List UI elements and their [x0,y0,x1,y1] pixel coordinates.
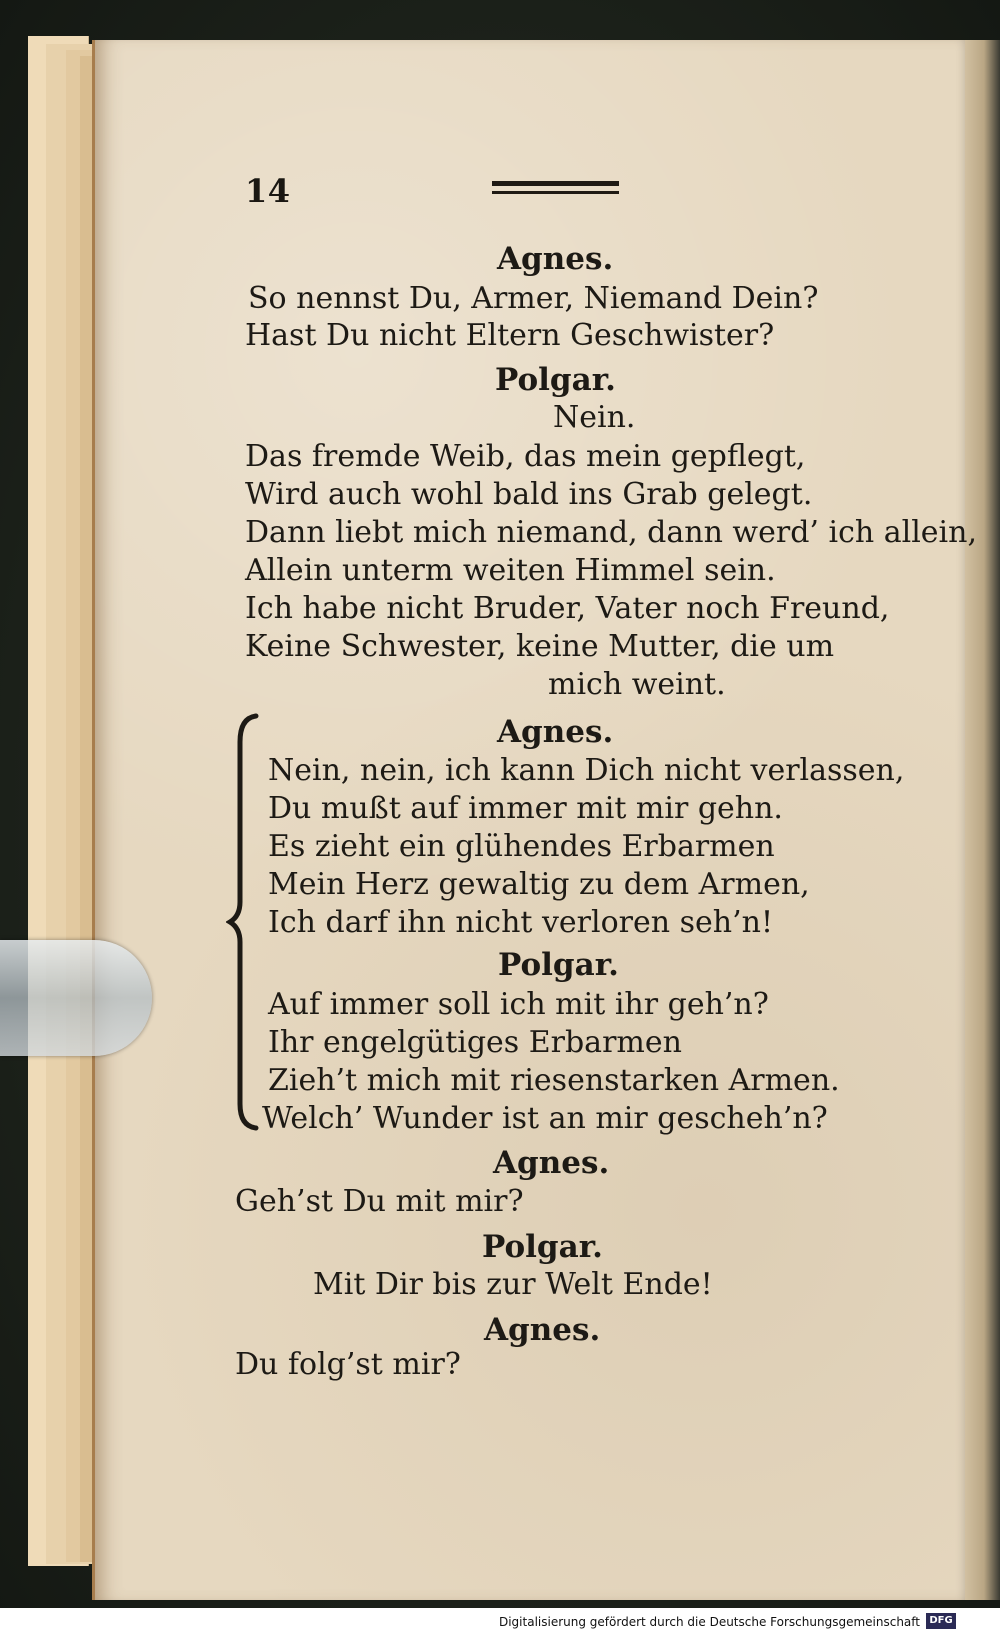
verse-line: Geh’st Du mit mir? [235,1184,524,1219]
right-page-edge [960,40,1000,1600]
verse-line: Welch’ Wunder ist an mir gescheh’n? [262,1101,828,1136]
verse-line: Ihr engelgütiges Erbarmen [268,1025,682,1060]
verse-line: So nennst Du, Armer, Niemand Dein? [248,281,819,316]
speaker-name: Agnes. [497,241,614,277]
verse-line: Mit Dir bis zur Welt Ende! [313,1267,713,1302]
verse-line: Keine Schwester, keine Mutter, die um [245,629,835,664]
verse-line: Nein, nein, ich kann Dich nicht verlassen, [268,753,905,788]
verse-line: Du folg’st mir? [235,1347,461,1382]
duet-brace [226,712,266,1132]
verse-line: Du mußt auf immer mit mir gehn. [268,791,783,826]
page-clip [0,940,152,1056]
dfg-logo: DFG [926,1613,956,1629]
verse-line: Zieh’t mich mit riesenstarken Armen. [268,1063,840,1098]
verse-line: Wird auch wohl bald ins Grab gelegt. [245,477,813,512]
verse-line: Ich habe nicht Bruder, Vater noch Freund, [245,591,890,626]
speaker-name: Agnes. [484,1312,601,1348]
verse-line: Nein. [553,400,636,435]
verse-line: Dann liebt mich niemand, dann werd’ ich allein, [245,515,978,550]
verse-line: Allein unterm weiten Himmel sein. [245,553,776,588]
verse-line: Es zieht ein glühendes Erbarmen [268,829,775,864]
verse-line: Das fremde Weib, das mein gepflegt, [245,439,806,474]
speaker-name: Agnes. [497,714,614,750]
verse-line: Hast Du nicht Eltern Geschwister? [245,318,775,353]
speaker-name: Polgar. [498,947,619,983]
verse-line: Mein Herz gewaltig zu dem Armen, [268,867,810,902]
speaker-name: Agnes. [493,1145,610,1181]
digitization-credit: Digitalisierung gefördert durch die Deutsche Forschungsgemeinschaft [498,1615,920,1629]
speaker-name: Polgar. [482,1229,603,1265]
verse-line: Auf immer soll ich mit ihr geh’n? [268,987,769,1022]
page-number: 14 [245,172,291,210]
speaker-name: Polgar. [495,362,616,398]
verse-line: mich weint. [548,667,726,702]
ornament-bar-thin [492,191,619,194]
verse-line: Ich darf ihn nicht verloren seh’n! [268,905,774,940]
header-ornament-rule [492,181,619,197]
ornament-bar-thick [492,181,619,186]
